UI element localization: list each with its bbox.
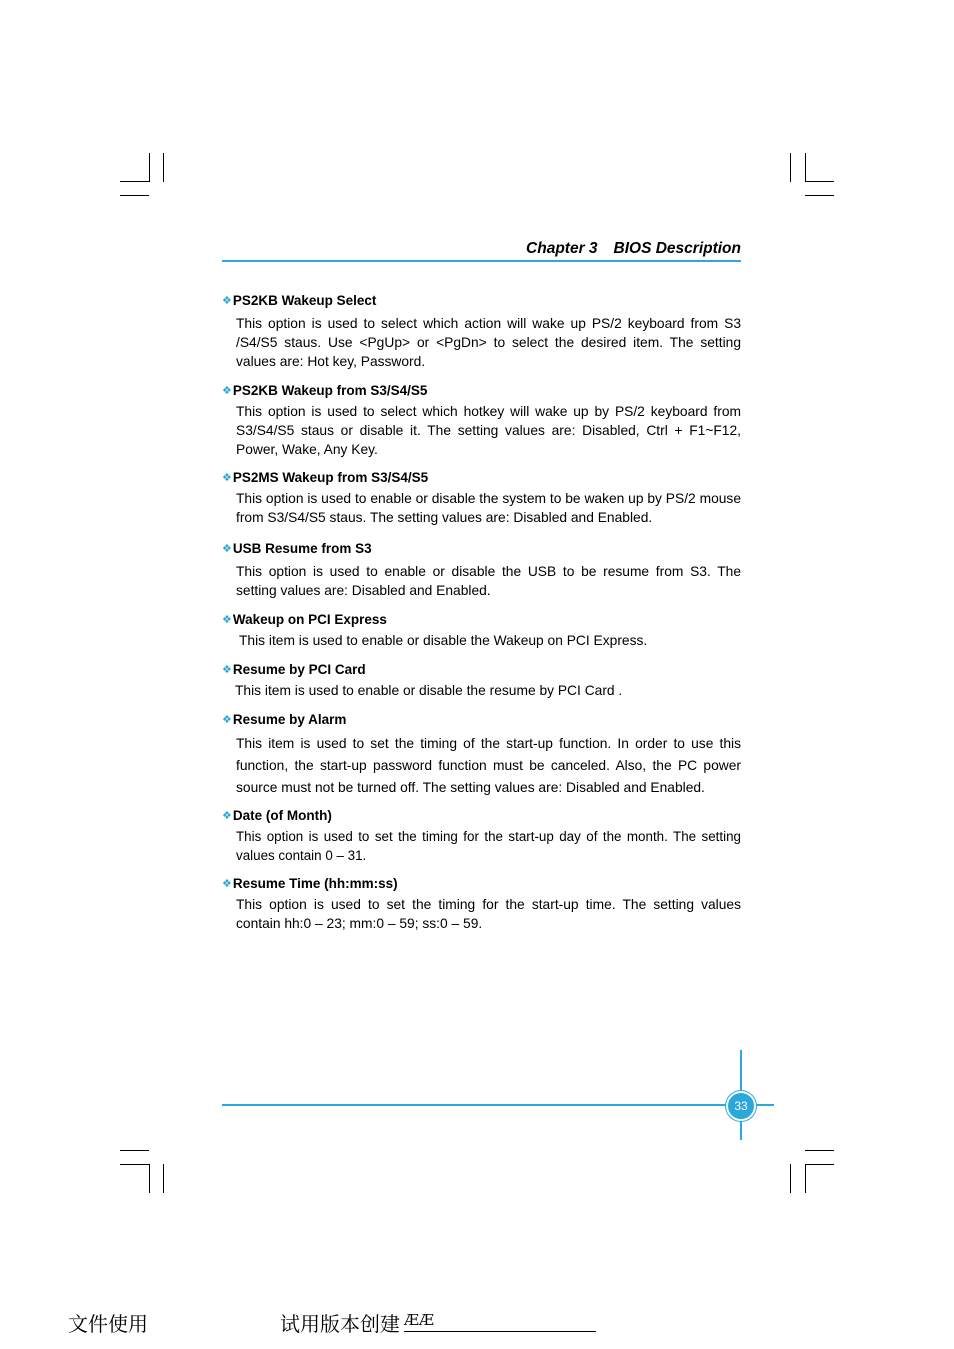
crop-mark bbox=[120, 195, 149, 196]
crop-mark bbox=[120, 1164, 149, 1165]
option-description: This item is used to enable or disable the Wakeup on PCI Express. bbox=[239, 633, 648, 648]
option-description: This item is used to set the timing of the start-up function. In order to use this function, the start-up password function must be canceled. Also, the PC power source must not be turned off. The setting values are: Disabled and Enabled. bbox=[236, 736, 741, 795]
diamond-bullet-icon: ❖ bbox=[222, 810, 232, 822]
diamond-bullet-icon: ❖ bbox=[222, 543, 232, 555]
option-section bbox=[222, 468, 741, 527]
chapter-header bbox=[222, 240, 741, 258]
footer-rule bbox=[222, 1104, 774, 1106]
crop-mark bbox=[805, 153, 806, 182]
diamond-bullet-icon: ❖ bbox=[222, 385, 232, 397]
crop-mark bbox=[149, 153, 150, 182]
option-title: ❖USB Resume from S3 bbox=[222, 541, 372, 556]
option-title: ❖Resume by Alarm bbox=[222, 712, 347, 727]
watermark-underline bbox=[404, 1331, 596, 1332]
watermark-link[interactable]: ÆÆ bbox=[404, 1311, 435, 1329]
crop-mark bbox=[790, 153, 791, 182]
option-section bbox=[222, 660, 741, 700]
option-description: This option is used to set the timing for the start-up day of the month. The setting values contain 0 – 31. bbox=[236, 829, 741, 863]
header-rule bbox=[222, 260, 741, 262]
diamond-bullet-icon: ❖ bbox=[222, 295, 232, 307]
option-title: ❖Resume by PCI Card bbox=[222, 662, 366, 677]
option-description: This option is used to select which hotkey will wake up by PS/2 keyboard from S3/S4/S5 staus or disable it. The setting values are: Disabled, Ctrl + F1~F12, Power, Wake, Any Key. bbox=[236, 404, 741, 457]
watermark-right-text: 试用版本创建 bbox=[280, 1312, 400, 1336]
crop-mark bbox=[805, 1164, 806, 1193]
option-title: ❖PS2MS Wakeup from S3/S4/S5 bbox=[222, 470, 429, 485]
crop-mark bbox=[805, 195, 834, 196]
option-section bbox=[222, 806, 741, 865]
crop-mark bbox=[149, 1164, 150, 1193]
diamond-bullet-icon: ❖ bbox=[222, 714, 232, 726]
diamond-bullet-icon: ❖ bbox=[222, 614, 232, 626]
diamond-bullet-icon: ❖ bbox=[222, 472, 232, 484]
crop-mark bbox=[163, 153, 164, 182]
page-number-badge: 33 bbox=[726, 1091, 756, 1121]
option-description: This item is used to enable or disable the resume by PCI Card . bbox=[235, 683, 623, 698]
crop-mark bbox=[805, 181, 834, 182]
chapter-label: Chapter 3 bbox=[526, 240, 598, 257]
option-description: This option is used to set the timing for the start-up time. The setting values contain hh:0 – 23; mm:0 – 59; ss:0 – 59. bbox=[236, 897, 741, 931]
chapter-title: BIOS Description bbox=[613, 240, 741, 257]
option-section bbox=[222, 874, 741, 933]
watermark-left-text: 文件使用 bbox=[68, 1312, 148, 1336]
option-title: ❖Resume Time (hh:mm:ss) bbox=[222, 876, 398, 891]
crop-mark bbox=[120, 1150, 149, 1151]
option-description: This option is used to enable or disable the USB to be resume from S3. The setting values are: Disabled and Enabled. bbox=[236, 564, 741, 598]
crop-mark bbox=[805, 1164, 834, 1165]
crop-mark bbox=[163, 1164, 164, 1193]
option-title: ❖PS2KB Wakeup Select bbox=[222, 293, 377, 308]
option-section bbox=[222, 610, 741, 650]
crop-mark bbox=[790, 1164, 791, 1193]
option-title: ❖Wakeup on PCI Express bbox=[222, 612, 387, 627]
option-title: ❖PS2KB Wakeup from S3/S4/S5 bbox=[222, 383, 428, 398]
option-section bbox=[222, 539, 741, 600]
diamond-bullet-icon: ❖ bbox=[222, 664, 232, 676]
option-section bbox=[222, 710, 741, 799]
option-title: ❖Date (of Month) bbox=[222, 808, 332, 823]
option-description: This option is used to select which action will wake up PS/2 keyboard from S3 /S4/S5 staus. Use <PgUp> or <PgDn> to select the desired item. The setting values are: Hot key, Password. bbox=[236, 316, 741, 369]
option-section bbox=[222, 381, 741, 459]
option-description: This option is used to enable or disable the system to be waken up by PS/2 mouse from S3/S4/S5 staus. The setting values are: Disabled and Enabled. bbox=[236, 491, 741, 525]
crop-mark bbox=[120, 181, 149, 182]
option-section bbox=[222, 291, 741, 371]
crop-mark bbox=[805, 1150, 834, 1151]
diamond-bullet-icon: ❖ bbox=[222, 878, 232, 890]
